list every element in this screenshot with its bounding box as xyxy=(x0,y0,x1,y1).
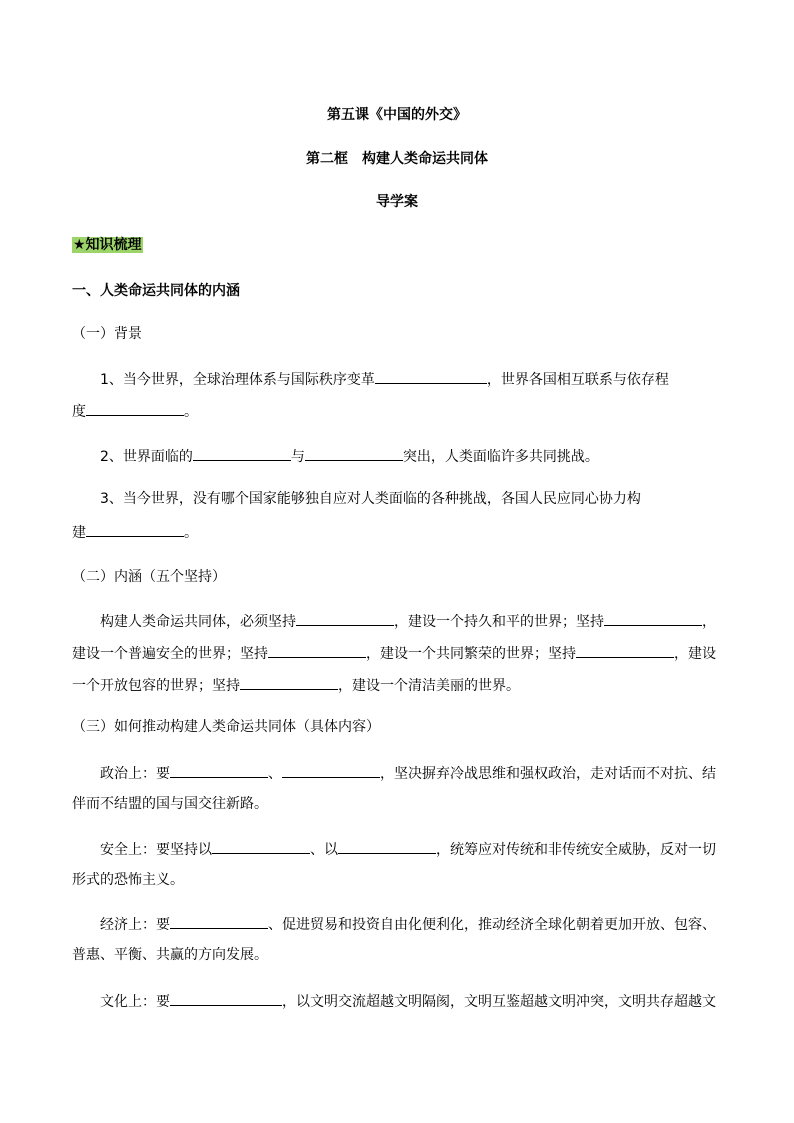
culture-line1: 文化上：要 ，以文明交流超越文明隔阂，文明互鉴超越文明冲突，文明共存超越文 xyxy=(100,990,724,1012)
fill-blank[interactable] xyxy=(604,610,702,626)
bg-item2: 2、世界面临的 与 突出，人类面临许多共同挑战。 xyxy=(100,445,724,467)
fill-blank[interactable] xyxy=(212,838,310,854)
security-line1: 安全上：要坚持以 、以 ，统筹应对传统和非传统安全威胁，反对一切 xyxy=(100,838,724,860)
knowledge-tag-row xyxy=(72,235,724,255)
connotation-line2: 建设一个普遍安全的世界；坚持 ，建设一个共同繁荣的世界；坚持 ，建设 xyxy=(72,642,724,664)
fill-blank[interactable] xyxy=(86,400,184,416)
sub1-heading: （一）背景 xyxy=(72,326,142,342)
lesson-title: 第五课《中国的外交》 xyxy=(327,107,467,123)
connotation-line1: 构建人类命运共同体，必须坚持 ，建设一个持久和平的世界；坚持 ， xyxy=(100,610,724,632)
doc-type-title: 导学案 xyxy=(376,194,418,210)
fill-blank[interactable] xyxy=(86,521,184,537)
bg-item1-line2: 度 。 xyxy=(72,400,724,422)
connotation-line3: 一个开放包容的世界；坚持 ，建设一个清洁美丽的世界。 xyxy=(72,674,724,696)
section-title: 第二框 构建人类命运共同体 xyxy=(306,151,488,167)
economy-line2: 普惠、平衡、共赢的方向发展。 xyxy=(72,947,268,963)
fill-blank[interactable] xyxy=(170,762,268,778)
knowledge-tag: ★知识梳理 xyxy=(73,237,142,253)
bg-item1-line1: 1、当今世界，全球治理体系与国际秩序变革 ，世界各国相互联系与依存程 xyxy=(100,368,724,390)
fill-blank[interactable] xyxy=(375,368,487,384)
politics-line2: 伴而不结盟的国与国交往新路。 xyxy=(72,796,268,812)
politics-line1: 政治上：要 、 ，坚决摒弃冷战思维和强权政治，走对话而不对抗、结 xyxy=(100,762,724,784)
fill-blank[interactable] xyxy=(338,838,436,854)
fill-blank[interactable] xyxy=(296,610,394,626)
fill-blank[interactable] xyxy=(193,445,291,461)
fill-blank[interactable] xyxy=(170,990,282,1006)
fill-blank[interactable] xyxy=(240,674,338,690)
fill-blank[interactable] xyxy=(576,642,674,658)
part1-heading: 一、人类命运共同体的内涵 xyxy=(72,283,240,299)
sub3-heading: （三）如何推动构建人类命运共同体（具体内容） xyxy=(72,719,380,735)
sub2-heading: （二）内涵（五个坚持） xyxy=(72,569,226,585)
bg-item3-line2: 建 。 xyxy=(72,521,724,543)
bg-item3-line1: 3、当今世界，没有哪个国家能够独自应对人类面临的各种挑战，各国人民应同心协力构 xyxy=(100,491,641,507)
fill-blank[interactable] xyxy=(170,913,268,929)
fill-blank[interactable] xyxy=(268,642,366,658)
economy-line1: 经济上：要 、促进贸易和投资自由化便利化，推动经济全球化朝着更加开放、包容、 xyxy=(100,913,724,935)
fill-blank[interactable] xyxy=(305,445,403,461)
security-line2: 形式的恐怖主义。 xyxy=(72,872,184,888)
fill-blank[interactable] xyxy=(282,762,380,778)
